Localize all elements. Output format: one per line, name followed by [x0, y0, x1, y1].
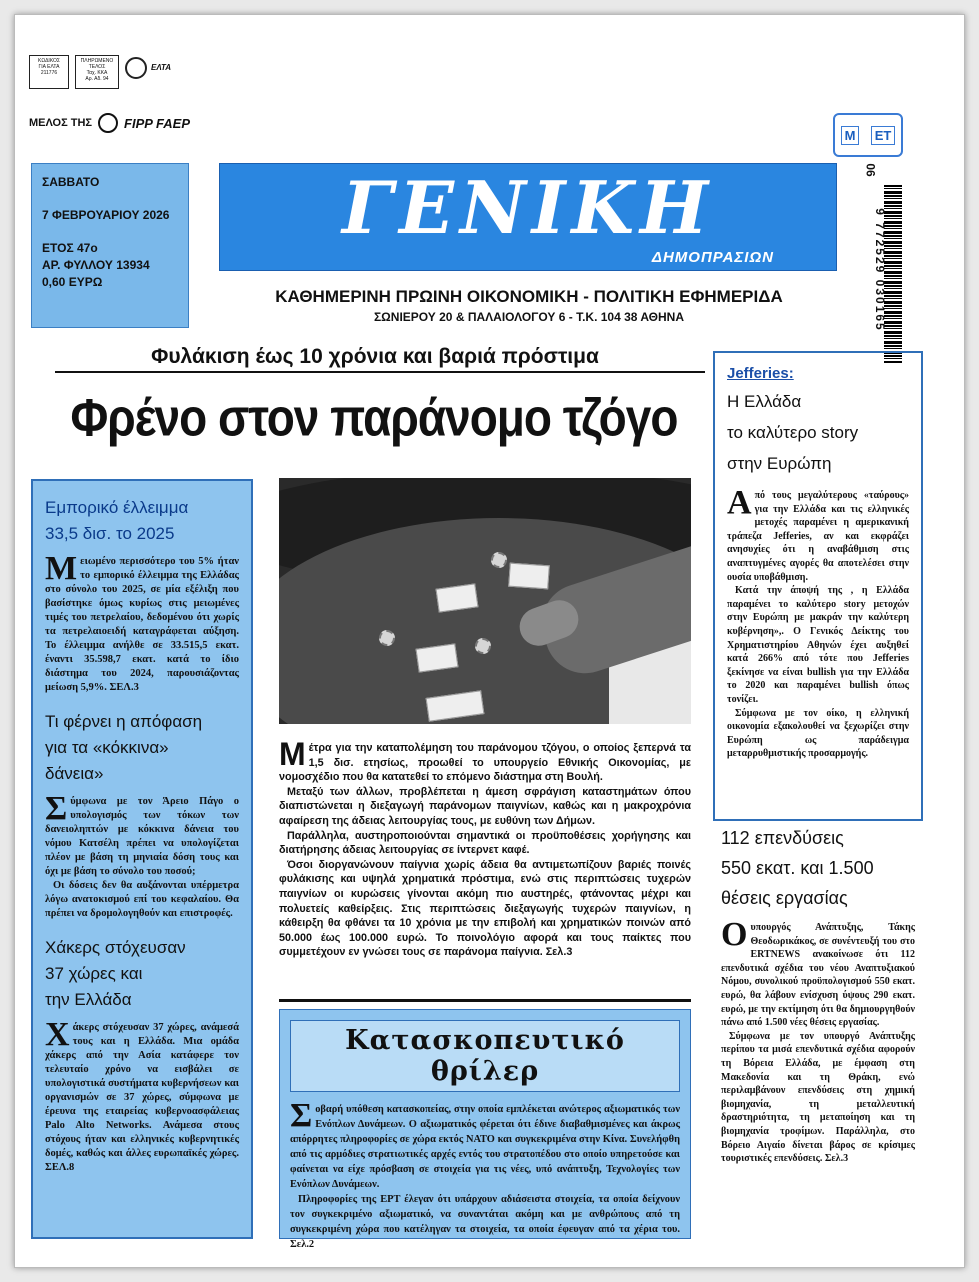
- loans-body: [45, 790, 239, 921]
- loans-story: [45, 709, 239, 921]
- stamp-line: ΓΙΑ ΕΛΤΑ: [38, 64, 60, 70]
- member-of: [29, 113, 190, 133]
- spy-text: Πληροφορίες της ΕΡΤ έλεγαν ότι υπάρχουν αδιάσειστα στοιχεία, τα οποία δείχνουν τον συγκεκριμένο αξιωματικό, να συναντάται ακόμη και με ανθρώπους από τη συγκεκριμένη χώρα που κατέληγαν τα στοιχεία, τα οποία έφευγαν από τα χέρια του. Σελ.2: [290, 1194, 680, 1250]
- fipp-logo-icon: [98, 113, 118, 133]
- masthead-subtitle: ΔΗΜΟΠΡΑΣΙΩΝ: [651, 249, 774, 266]
- met-logo: [833, 113, 903, 157]
- jefferies-title-line: το καλύτερο story: [727, 423, 859, 442]
- jefferies-text: Κατά την άποψή της , η Ελλάδα παραμένει το καλύτερο story μετοχών στην Ευρώπη με μακράν την καλύτερη κυβέρνηση»,. Ο Γενικός Δείκτης του Χρηματιστηρίου Αθηνών έχει αυξηθεί κατά 266% από τότε που Jefferies ξεκίνησε να είναι bullish για την Ελλάδα το 2020 και παραμένει bullish όπως τονίζει.: [727, 585, 909, 705]
- poker-chip-icon: [379, 630, 395, 646]
- masthead-tagline: ΚΑΘΗΜΕΡΙΝΗ ΠΡΩΙΝΗ ΟΙΚΟΝΟΜΙΚΗ - ΠΟΛΙΤΙΚΗ ΕΦΗΜΕΡΙΔΑ: [275, 287, 783, 306]
- elta-logo: ΕΛΤΑ: [151, 63, 172, 72]
- met-right: ΕΤ: [871, 126, 896, 145]
- lead-paragraph: Παράλληλα, αυστηροποιούνται σημαντικά οι προϋποθέσεις χορήγησης και διατήρησης άδειας λειτουργίας σε ίντερνετ καφέ.: [279, 829, 691, 857]
- trade-body: [45, 550, 239, 695]
- dropcap: Ο: [721, 916, 748, 953]
- stamp-line: ΠΛΗΡΩΜΕΝΟ: [80, 58, 114, 64]
- lead-paragraph: Όσοι διοργανώνουν παίγνια χωρίς άδεια θα αντιμετωπίζουν βαριές ποινές φυλάκισης και υψηλά χρηματικά πρόστιμα, ενώ στις περιπτώσεις τυχερών παιγνίων οι κυρώσεις γίνονται ακόμη πιο αυστηρές, φτάνοντας μέχρι και πολυετείς καθείρξεις. Στις περιπτώσεις διεξαγωγής τυχερών παιγνίων, η κάθειρξη θα φθάνει τα 10 χρόνια με την επιβολή και χρηματικών ποινών από 50.000 έως 100.000 ευρώ. Το ποινολόγιο αφορά και τους παίκτες που συμμετέχουν εν γνώσει τους σε παράνομα παίγνια. Σελ.3: [279, 858, 691, 959]
- member-org: FIPP FAEP: [124, 115, 191, 131]
- investments-title-line: θέσεις εργασίας: [721, 888, 848, 908]
- jefferies-text: πό τους μεγαλύτερους «ταύρους» για την Ελλάδα και τις ελληνικές μετοχές παραμένει η αμερικανική τράπεζα Jefferies, αν και εκφράζει ανησυχίες ότι η αναβάθμιση στις αναπτυγμένες αγορές θα αποτελέσει στην ουσία υποβάθμιση.: [727, 490, 909, 583]
- met-left: Μ: [841, 126, 860, 145]
- member-label: ΜΕΛΟΣ ΤΗΣ: [29, 117, 93, 129]
- lead-photo-gambling-table: [279, 478, 691, 724]
- dropcap: Σ: [290, 1097, 313, 1134]
- postal-code-stamp: [29, 55, 69, 89]
- dropcap: Σ: [45, 790, 68, 827]
- hackers-body: [45, 1016, 239, 1175]
- trade-title: [45, 495, 239, 547]
- dropcap: Μ: [279, 736, 306, 772]
- seal-icon: [125, 57, 147, 79]
- stamp-line: ΤΕΛΟΣ: [88, 64, 106, 70]
- hackers-title-line: την Ελλάδα: [45, 990, 132, 1009]
- edition-info-box: [31, 163, 189, 328]
- trade-deficit-story: [45, 495, 239, 695]
- barcode-issue-code: 06: [863, 163, 878, 177]
- loans-text: Οι δόσεις δεν θα αυξάνονται υπέρμετρα λόγω ανατοκισμού επί του κεφαλαίου. Θα πρέπει να δρομολογηθούν και επιστροφές.: [45, 880, 239, 919]
- loans-title-line: Τι φέρνει η απόφαση: [45, 712, 203, 731]
- masthead-title: ΓΕΝΙΚΗ: [341, 165, 715, 250]
- lead-paragraph: Μεταξύ των άλλων, προβλέπεται η άμεση σφράγιση καταστημάτων όπου διαπιστώνεται η διεξαγωγή παράνομων παιγνίων, καθώς και η μακροχρόνια αφαίρεση της άδειας λειτουργίας τους, με ευθύνη των Δήμων.: [279, 785, 691, 827]
- investments-text: υπουργός Ανάπτυξης, Τάκης Θεοδωρικάκος, σε συνέντευξή του στο ΕRTNEWS ανακοίνωσε ότι 112 επενδυτικά σχέδια του νέου Αναπτυξιακού Νόμου, συνολικού προϋπολογισμού 550 εκατ. ευρώ, θα λάβουν ενίσχυση ύψους 290 εκατ. ευρώ, με την εκτίμηση ότι θα δημιουργηθούν πάνω από 1.500 νέες θέσεις εργασίας.: [721, 922, 915, 1029]
- edition-year: ΕΤΟΣ 47ο: [42, 241, 98, 255]
- loans-title-line: για τα «κόκκινα»: [45, 738, 169, 757]
- lead-headline: Φρένο στον παράνομο τζόγο: [70, 387, 678, 447]
- dropcap: Μ: [45, 550, 78, 587]
- poker-chip-icon: [491, 552, 507, 568]
- stamp-line: Ταχ. ΚΚΑ: [86, 70, 108, 76]
- investments-body: [721, 916, 915, 1166]
- playing-card-icon: [508, 563, 550, 590]
- barcode-number: 9 772529 030165: [873, 208, 887, 332]
- trade-title-line: Εμπορικό έλλειμμα: [45, 498, 189, 517]
- edition-issue-number: ΑΡ. ΦΥΛΛΟΥ 13934: [42, 258, 150, 272]
- hackers-title-line: 37 χώρες και: [45, 964, 143, 983]
- jefferies-title: [727, 386, 909, 479]
- investments-title-line: 112 επενδύσεις: [721, 828, 844, 848]
- jefferies-body: [727, 484, 909, 761]
- spy-thriller-story: [279, 1009, 691, 1250]
- section-divider: [279, 999, 691, 1002]
- newspaper-front-page: [14, 14, 965, 1268]
- masthead: [219, 163, 837, 271]
- poker-chip-icon: [475, 638, 491, 654]
- spy-body: [290, 1097, 680, 1252]
- trade-text: ειωμένο περισσότερο του 5% ήταν το εμπορικό έλλειμμα της Ελλάδας στο σύνολο του 2025, σε μία εξέλιξη που βασίστηκε όμως κυρίως στις μειωμένες τιμές του πετρελαίου, δεδομένου ότι χωρίς τα πετρελαιοειδή καταγράφεται αύξηση. Το έλλειμμα ανήλθε σε 33.515,5 εκατ. έναντι 35.598,7 εκατ. κατά το ίδιο διάστημα του 2024, παρουσιάζοντας μείωση 5,9%. ΣΕΛ.3: [45, 556, 239, 693]
- kicker-underline: [55, 371, 705, 373]
- investments-title-line: 550 εκατ. και 1.500: [721, 858, 874, 878]
- hackers-title: [45, 935, 239, 1013]
- loans-title-line: δάνεια»: [45, 764, 104, 783]
- lead-kicker: Φυλάκιση έως 10 χρόνια και βαριά πρόστιμα: [151, 345, 599, 368]
- investments-text: Σύμφωνα με τον υπουργό Ανάπτυξης περίπου τα μισά επενδυτικά σχέδια αφορούν τη Βόρεια Ελλάδα, με έμφαση στη Μακεδονία και τη Θράκη, ενώ περιλαμβάνουν επενδύσεις στη χημική βιομηχανία, τη μεταλλευτική δραστηριότητα, τη μεταποίηση και τη βιομηχανία τροφίμων. Παράλληλα, στο Βόρειο Αιγαίο δίνεται βάρος σε κρίσιμες τουριστικές επενδύσεις. Σελ.3: [721, 1030, 915, 1165]
- hackers-story: [45, 935, 239, 1175]
- jefferies-text: Σύμφωνα με τον οίκο, η ελληνική οικονομία εξακολουθεί να ξεχωρίζει στην Ευρώπη ως παράδειγμα μεταρρυθμιστικής προσαρμογής.: [727, 707, 909, 760]
- masthead-address: ΣΩΝΙΕΡΟΥ 20 & ΠΑΛΑΙΟΛΟΓΟΥ 6 - Τ.Κ. 104 38 ΑΘΗΝΑ: [373, 310, 685, 324]
- stamp-line: 211776: [40, 70, 58, 76]
- edition-day: ΣΑΒΒΑΤΟ: [42, 175, 100, 189]
- investments-story: [713, 823, 923, 1166]
- edition-price: 0,60 ΕΥΡΩ: [42, 275, 103, 289]
- jefferies-title-line: Η Ελλάδα: [727, 392, 802, 411]
- lead-paragraph: έτρα για την καταπολέμηση του παράνομου τζόγου, ο οποίος ξεπερνά τα 1,5 δισ. ετησίως, προωθεί το υπουργείο Εθνικής Οικονομίας, με νομοσχέδιο που θα κατατεθεί το επόμενο διάστημα στη Βουλή.: [279, 742, 691, 784]
- jefferies-label: Jefferies:: [727, 365, 794, 382]
- barcode: [860, 163, 904, 363]
- spy-title: Κατασκοπευτικό θρίλερ: [290, 1020, 680, 1092]
- hackers-text: άκερς στόχευσαν 37 χώρες, ανάμεσά τους και η Ελλάδα. Μια ομάδα χάκερς από την Ασία κατάφερε τον τελευταίο χρόνο να εισβάλει σε υπολογιστικά συστήματα κυβερνήσεων και οργανισμών σε 37 χώρες, σύμφωνα με έρευνα της εταιρείας κυβερνοασφάλειας Palo Alto Networks. Ανάμεσα στους στόχους ήταν και ελληνικές κυβερνητικές δομές, καθώς και άλλες ευρωπαϊκές χώρες. ΣΕΛ.8: [45, 1022, 239, 1173]
- jefferies-title-line: στην Ευρώπη: [727, 454, 832, 473]
- investments-title: [721, 823, 915, 913]
- edition-date: 7 ΦΕΒΡΟΥΑΡΙΟΥ 2026: [42, 208, 170, 222]
- left-sidebar: [31, 479, 253, 1239]
- dropcap: Χ: [45, 1016, 70, 1053]
- trade-title-line: 33,5 δισ. το 2025: [45, 524, 175, 543]
- stamp-line: Αρ. Αδ. 94: [85, 76, 109, 82]
- paid-postage-stamp: [75, 55, 119, 89]
- hackers-title-line: Χάκερς στόχευσαν: [45, 938, 186, 957]
- spy-text: οβαρή υπόθεση κατασκοπείας, στην οποία εμπλέκεται ανώτερος αξιωματικός των Ενόπλων Δυνάμεων. Ο αξιωματικός φέρεται ότι έδινε διαβαθμισμένες και άκρως απόρρητες πληροφορίες σε χώρα εκτός ΝΑΤΟ και συγκεκριμένα στην Κίνα. Συνελήφθη από τις αρμόδιες στρατιωτικές αρχές εντός του στρατοπέδου στο οποίο υπηρετούσε και φαίνεται να είχε πρόσβαση σε στοιχεία για τις νέες, υπό ανάπτυξη, Τεχνολογίες των Ενόπλων Δυνάμεων.: [290, 1104, 680, 1190]
- jefferies-story: [713, 351, 923, 821]
- loans-title: [45, 709, 239, 787]
- lead-article-body: [279, 736, 691, 960]
- stamp-line: ΚΩΔΙΚΟΣ: [38, 58, 60, 64]
- loans-text: ύμφωνα με τον Άρειο Πάγο ο υπολογισμός των τόκων των δανειοληπτών με κόκκινα δάνεια του νόμου Κατσέλη πρέπει να υπολογίζεται πλέον με βάση τη μηνιαία δόση τους και όχι με βάση το σύνολο του ποσού;: [45, 796, 239, 877]
- dropcap: Α: [727, 484, 752, 521]
